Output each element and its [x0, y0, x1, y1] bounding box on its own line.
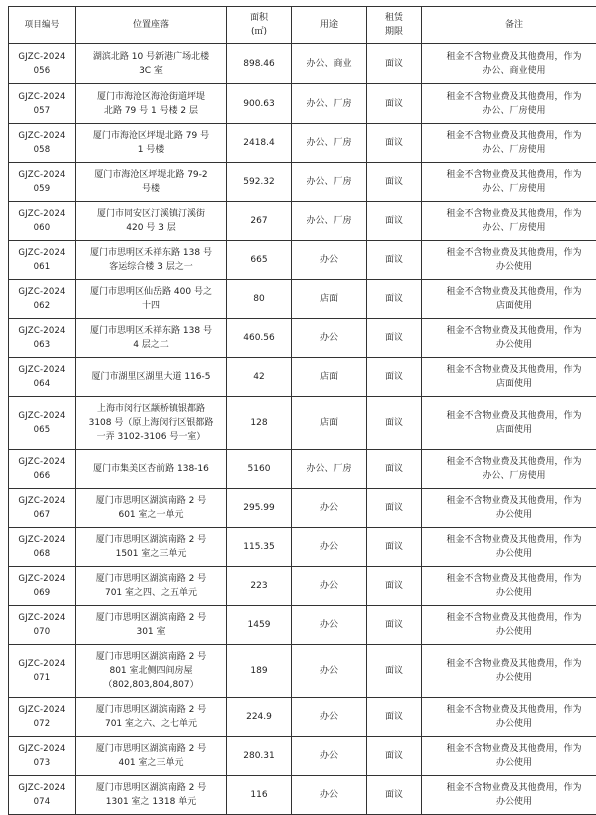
cell-term: 面议: [367, 397, 422, 450]
cell-area: 295.99: [227, 489, 292, 528]
cell-term: 面议: [367, 776, 422, 815]
cell-project-id: GJZC-2024 062: [9, 280, 76, 319]
cell-area: 592.32: [227, 163, 292, 202]
table-row: [9, 698, 596, 737]
cell-term: 面议: [367, 567, 422, 606]
cell-note: 租金不含物业费及其他费用，作为 办公、商业使用: [422, 44, 596, 84]
cell-area: 267: [227, 202, 292, 241]
cell-area: 116: [227, 776, 292, 815]
cell-use: 办公: [292, 241, 367, 280]
cell-area: 189: [227, 645, 292, 698]
cell-location: 厦门市思明区湖滨南路 2 号 301 室: [76, 606, 227, 645]
cell-note: 租金不含物业费及其他费用，作为 办公、厂房使用: [422, 450, 596, 489]
header-use: 用途: [292, 7, 367, 44]
cell-term: 面议: [367, 280, 422, 319]
cell-location: 厦门市思明区湖滨南路 2 号 801 室北侧四间房屋 （802,803,804,807）: [76, 645, 227, 698]
cell-note: 租金不含物业费及其他费用，作为 办公、厂房使用: [422, 202, 596, 241]
cell-project-id: GJZC-2024 058: [9, 124, 76, 163]
cell-use: 办公、商业: [292, 44, 367, 84]
cell-project-id: GJZC-2024 056: [9, 44, 76, 84]
cell-location: 厦门市海沧区坪堤北路 79-2 号楼: [76, 163, 227, 202]
cell-area: 900.63: [227, 84, 292, 124]
cell-note: 租金不含物业费及其他费用，作为 办公、厂房使用: [422, 124, 596, 163]
cell-term: 面议: [367, 319, 422, 358]
cell-use: 店面: [292, 358, 367, 397]
cell-project-id: GJZC-2024 059: [9, 163, 76, 202]
cell-area: 280.31: [227, 737, 292, 776]
cell-use: 办公: [292, 528, 367, 567]
cell-project-id: GJZC-2024 060: [9, 202, 76, 241]
cell-use: 办公: [292, 645, 367, 698]
table-row: [9, 163, 596, 202]
cell-note: 租金不含物业费及其他费用，作为 店面使用: [422, 358, 596, 397]
header-location: 位置座落: [76, 7, 227, 44]
cell-use: 办公、厂房: [292, 163, 367, 202]
cell-use: 办公、厂房: [292, 450, 367, 489]
table-header-row: [9, 7, 596, 44]
cell-project-id: GJZC-2024 061: [9, 241, 76, 280]
cell-area: 460.56: [227, 319, 292, 358]
cell-use: 办公: [292, 606, 367, 645]
cell-location: 厦门市同安区汀溪镇汀溪街 420 号 3 层: [76, 202, 227, 241]
cell-use: 办公、厂房: [292, 124, 367, 163]
table-row: [9, 397, 596, 450]
table-row: [9, 606, 596, 645]
cell-use: 办公: [292, 319, 367, 358]
cell-area: 224.9: [227, 698, 292, 737]
table-row: [9, 202, 596, 241]
table-row: [9, 489, 596, 528]
cell-area: 2418.4: [227, 124, 292, 163]
cell-use: 店面: [292, 280, 367, 319]
table-row: [9, 450, 596, 489]
cell-project-id: GJZC-2024 071: [9, 645, 76, 698]
cell-area: 898.46: [227, 44, 292, 84]
cell-note: 租金不含物业费及其他费用，作为 办公使用: [422, 319, 596, 358]
cell-use: 办公: [292, 489, 367, 528]
cell-use: 办公、厂房: [292, 202, 367, 241]
cell-location: 厦门市思明区禾祥东路 138 号 4 层之二: [76, 319, 227, 358]
cell-project-id: GJZC-2024 067: [9, 489, 76, 528]
table-row: [9, 645, 596, 698]
cell-note: 租金不含物业费及其他费用，作为 办公使用: [422, 737, 596, 776]
table-row: [9, 319, 596, 358]
cell-term: 面议: [367, 163, 422, 202]
cell-area: 80: [227, 280, 292, 319]
cell-use: 办公、厂房: [292, 84, 367, 124]
cell-area: 223: [227, 567, 292, 606]
cell-note: 租金不含物业费及其他费用，作为 办公、厂房使用: [422, 163, 596, 202]
cell-note: 租金不含物业费及其他费用，作为 办公使用: [422, 241, 596, 280]
cell-use: 办公: [292, 698, 367, 737]
cell-use: 办公: [292, 776, 367, 815]
cell-area: 5160: [227, 450, 292, 489]
cell-location: 厦门市海沧区海沧街道坪堤 北路 79 号 1 号楼 2 层: [76, 84, 227, 124]
cell-note: 租金不含物业费及其他费用，作为 办公使用: [422, 489, 596, 528]
cell-project-id: GJZC-2024 063: [9, 319, 76, 358]
table-row: [9, 280, 596, 319]
cell-term: 面议: [367, 202, 422, 241]
cell-term: 面议: [367, 528, 422, 567]
cell-note: 租金不含物业费及其他费用，作为 办公使用: [422, 606, 596, 645]
cell-area: 42: [227, 358, 292, 397]
cell-location: 厦门市海沧区坪堤北路 79 号 1 号楼: [76, 124, 227, 163]
table-row: [9, 776, 596, 815]
table-row: [9, 358, 596, 397]
cell-project-id: GJZC-2024 072: [9, 698, 76, 737]
cell-term: 面议: [367, 124, 422, 163]
cell-project-id: GJZC-2024 074: [9, 776, 76, 815]
cell-location: 厦门市集美区杏前路 138-16: [76, 450, 227, 489]
cell-location: 厦门市思明区湖滨南路 2 号 601 室之一单元: [76, 489, 227, 528]
table-row: [9, 241, 596, 280]
table-body: [9, 44, 596, 815]
header-note: 备注: [422, 7, 596, 44]
cell-location: 厦门市思明区湖滨南路 2 号 701 室之四、之五单元: [76, 567, 227, 606]
leasing-table-container: [8, 6, 586, 815]
cell-project-id: GJZC-2024 066: [9, 450, 76, 489]
header-term: 租赁 期限: [367, 7, 422, 44]
cell-area: 665: [227, 241, 292, 280]
cell-term: 面议: [367, 450, 422, 489]
cell-project-id: GJZC-2024 073: [9, 737, 76, 776]
cell-term: 面议: [367, 698, 422, 737]
cell-term: 面议: [367, 44, 422, 84]
cell-project-id: GJZC-2024 057: [9, 84, 76, 124]
cell-term: 面议: [367, 241, 422, 280]
table-row: [9, 44, 596, 84]
cell-project-id: GJZC-2024 064: [9, 358, 76, 397]
cell-location: 上海市闵行区颛桥镇银都路 3108 号（原上海闵行区银都路 一弄 3102-3106 号一室）: [76, 397, 227, 450]
cell-area: 128: [227, 397, 292, 450]
header-area: 面积 (㎡): [227, 7, 292, 44]
table-row: [9, 737, 596, 776]
cell-area: 1459: [227, 606, 292, 645]
cell-term: 面议: [367, 645, 422, 698]
cell-note: 租金不含物业费及其他费用，作为 店面使用: [422, 280, 596, 319]
cell-area: 115.35: [227, 528, 292, 567]
cell-project-id: GJZC-2024 065: [9, 397, 76, 450]
cell-note: 租金不含物业费及其他费用，作为 办公使用: [422, 567, 596, 606]
cell-location: 厦门市思明区湖滨南路 2 号 1301 室之 1318 单元: [76, 776, 227, 815]
table-row: [9, 528, 596, 567]
table-row: [9, 567, 596, 606]
cell-note: 租金不含物业费及其他费用，作为 办公使用: [422, 776, 596, 815]
cell-project-id: GJZC-2024 069: [9, 567, 76, 606]
cell-location: 厦门市思明区仙岳路 400 号之 十四: [76, 280, 227, 319]
cell-location: 厦门市思明区湖滨南路 2 号 1501 室之三单元: [76, 528, 227, 567]
cell-use: 店面: [292, 397, 367, 450]
cell-use: 办公: [292, 737, 367, 776]
cell-note: 租金不含物业费及其他费用，作为 办公使用: [422, 528, 596, 567]
leasing-table: [8, 6, 596, 815]
cell-note: 租金不含物业费及其他费用，作为 办公使用: [422, 698, 596, 737]
cell-note: 租金不含物业费及其他费用，作为 办公使用: [422, 645, 596, 698]
cell-use: 办公: [292, 567, 367, 606]
header-id: 项目编号: [9, 7, 76, 44]
cell-term: 面议: [367, 606, 422, 645]
cell-project-id: GJZC-2024 068: [9, 528, 76, 567]
cell-location: 厦门市思明区湖滨南路 2 号 401 室之三单元: [76, 737, 227, 776]
cell-location: 湖滨北路 10 号新港广场北楼 3C 室: [76, 44, 227, 84]
table-row: [9, 84, 596, 124]
cell-term: 面议: [367, 737, 422, 776]
cell-project-id: GJZC-2024 070: [9, 606, 76, 645]
cell-term: 面议: [367, 358, 422, 397]
cell-term: 面议: [367, 84, 422, 124]
cell-note: 租金不含物业费及其他费用，作为 办公、厂房使用: [422, 84, 596, 124]
table-row: [9, 124, 596, 163]
cell-location: 厦门市思明区湖滨南路 2 号 701 室之六、之七单元: [76, 698, 227, 737]
cell-term: 面议: [367, 489, 422, 528]
cell-note: 租金不含物业费及其他费用，作为 店面使用: [422, 397, 596, 450]
cell-location: 厦门市思明区禾祥东路 138 号 客运综合楼 3 层之一: [76, 241, 227, 280]
cell-location: 厦门市湖里区湖里大道 116-5: [76, 358, 227, 397]
